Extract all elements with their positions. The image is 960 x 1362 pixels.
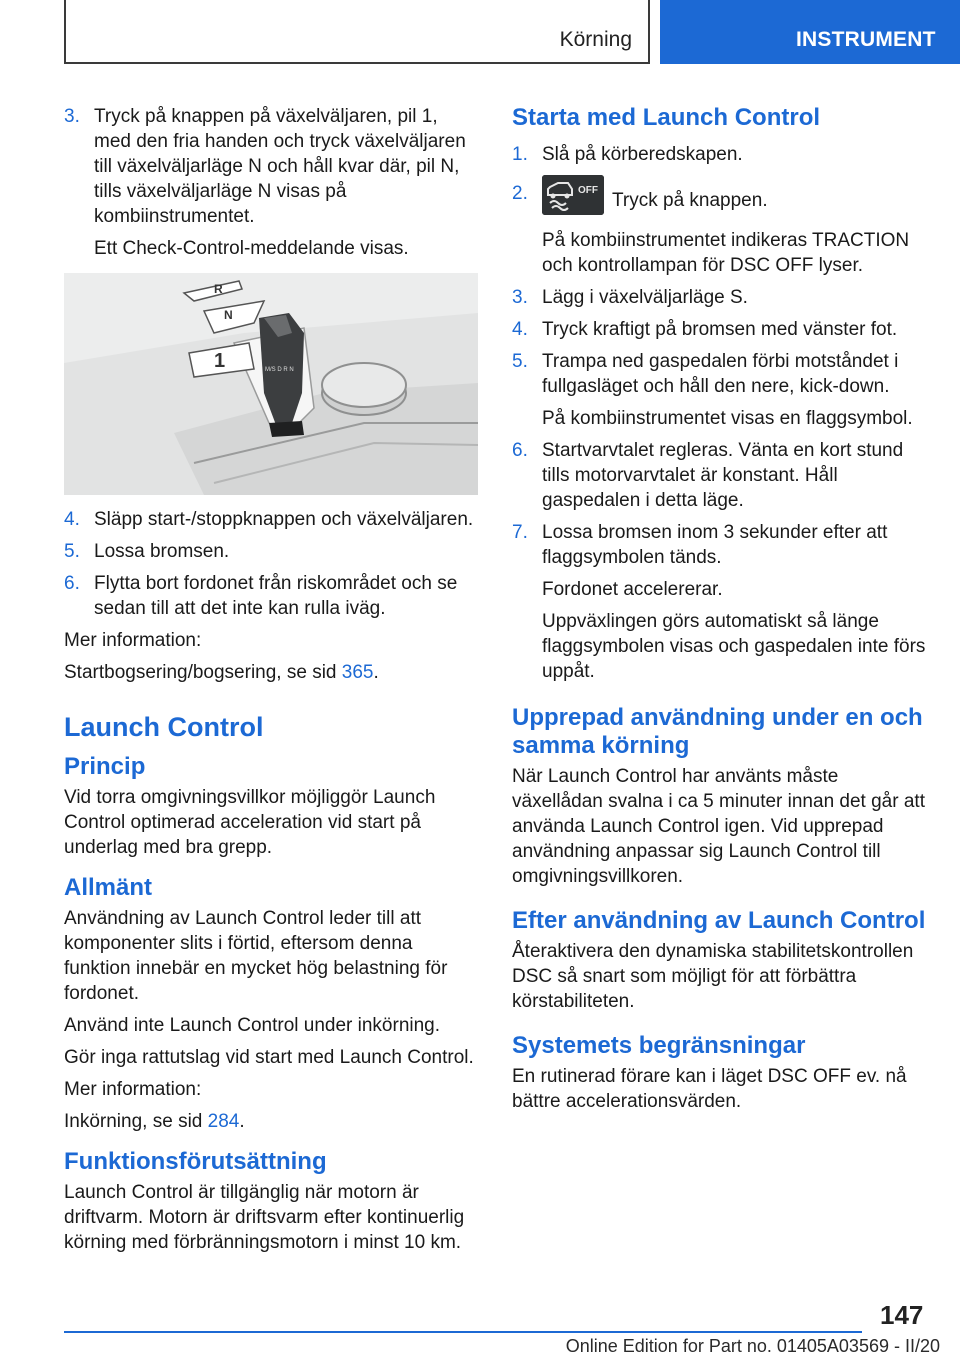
reference-towing xyxy=(64,660,478,685)
page-link-365[interactable]: 365 xyxy=(341,662,374,683)
chapter-tab[interactable]: INSTRUMENT xyxy=(660,0,960,64)
step-item xyxy=(512,181,928,278)
step-text: Tryck kraftigt på bromsen med vänster fot. xyxy=(542,319,898,340)
reference-text: Startbogsering/bogsering, se sid xyxy=(64,662,342,683)
step-text: Lossa bromsen inom 3 sekunder efter att flaggsymbolen tänds. xyxy=(542,522,888,568)
header-section-box xyxy=(64,0,650,64)
step-item xyxy=(512,317,928,342)
page-link-284[interactable]: 284 xyxy=(207,1111,240,1132)
step-note: Ett Check-Control-meddelande visas. xyxy=(94,238,409,259)
step-number: 1. xyxy=(512,144,528,165)
reference-break-in xyxy=(64,1109,478,1134)
step-text: Trampa ned gaspedalen förbi motståndet i fullgasläget och håll den nere, kick-down. xyxy=(542,351,899,397)
step-text: Startvarvtalet regleras. Vänta en kort stund tills motorvarvtalet är konstant. Håll gaspedalen i detta läge. xyxy=(542,440,904,511)
allmant-paragraph: Använd inte Launch Control under inkörning. xyxy=(64,1015,441,1036)
reference-end: . xyxy=(373,662,379,683)
step-number: 5. xyxy=(64,541,80,562)
step-item xyxy=(512,349,928,431)
step-item xyxy=(512,142,928,167)
gear-selector-drawing xyxy=(64,273,478,495)
step-text: Tryck på knappen på växelväljaren, pil 1, med den fria handen och tryck växelväljaren till växelväljarläge N och håll kvar där, pil N, tills växelväljarläge N visas på kombiinstrumentet. xyxy=(94,106,466,227)
step-note: På kombiinstrumentet indikeras TRACTION och kontrollampan för DSC OFF lyser. xyxy=(542,230,910,276)
heading-efter: Efter användning av Launch Control xyxy=(512,907,926,934)
section-heading-launch-control: Launch Control xyxy=(64,712,264,742)
section-title: Körning xyxy=(559,28,632,51)
step-item xyxy=(512,285,928,310)
arrow-label-1: 1 xyxy=(214,350,226,372)
step-item xyxy=(64,104,478,261)
step-item xyxy=(512,520,928,684)
footer-divider xyxy=(64,1331,862,1333)
dsc-off-button-icon xyxy=(542,175,604,215)
dsc-off-icon xyxy=(542,175,604,215)
step-number: 2. xyxy=(512,183,528,204)
step-item xyxy=(64,507,478,532)
heading-princip: Princip xyxy=(64,753,146,780)
step-text: Släpp start-/stoppknappen och växelväljaren. xyxy=(94,509,474,530)
step-item xyxy=(512,438,928,513)
allmant-paragraph: Användning av Launch Control leder till att komponenter slits i förtid, eftersom denna funktion innebär en mycket hög belastning för fordonet. xyxy=(64,908,448,1004)
more-info-label: Mer information: xyxy=(64,630,202,651)
efter-text: Återaktivera den dynamiska stabilitetskontrollen DSC så snart som möjligt för att förbättra körstabiliteten. xyxy=(512,941,914,1012)
step-number: 6. xyxy=(512,440,528,461)
step-item xyxy=(64,539,478,564)
step-text: Tryck på knappen. xyxy=(612,190,768,212)
upprepad-text: När Launch Control har använts måste växellådan svalna i ca 5 minuter innan det går att använda Launch Control igen. Vid upprepad användning anpassar sig Launch Control till omgivningsvillkoren. xyxy=(512,766,925,887)
step-note: På kombiinstrumentet visas en flaggsymbol. xyxy=(542,408,913,429)
funktion-text: Launch Control är tillgänglig när motorn är driftvarm. Motorn är driftsvarm efter kontinuerlig körning med förbränningsmotorn i minst 10 km. xyxy=(64,1182,465,1253)
princip-text: Vid torra omgivningsvillkor möjliggör Launch Control optimerad acceleration vid start på underlag med bra grepp. xyxy=(64,787,436,858)
allmant-paragraph: Gör inga rattutslag vid start med Launch Control. xyxy=(64,1047,474,1068)
step-number: 4. xyxy=(512,319,528,340)
system-text: En rutinerad förare kan i läget DSC OFF ev. nå bättre accelerationsvärden. xyxy=(512,1066,907,1112)
dsc-off-label: OFF xyxy=(578,185,598,196)
step-number: 6. xyxy=(64,573,80,594)
step-text: Lägg i växelväljarläge S. xyxy=(542,287,748,308)
step-text-with-icon xyxy=(542,181,928,221)
heading-allmant: Allmänt xyxy=(64,874,153,901)
step-text: Slå på körberedskapen. xyxy=(542,144,743,165)
heading-systemets: Systemets begränsningar xyxy=(512,1032,806,1059)
left-column xyxy=(64,104,478,1262)
heading-upprepad: Upprepad användning under en och samma körning xyxy=(512,704,923,759)
step-number: 7. xyxy=(512,522,528,543)
step-number: 5. xyxy=(512,351,528,372)
step-number: 4. xyxy=(64,509,80,530)
footer-edition: Online Edition for Part no. 01405A03569 - II/20 xyxy=(565,1336,940,1356)
reference-text: Inkörning, se sid xyxy=(64,1111,208,1132)
gear-positions-label: M/S D R N xyxy=(265,367,294,373)
step-note: Uppväxlingen görs automatiskt så länge flaggsymbolen visas och gaspedalen inte förs uppåt. xyxy=(542,611,926,682)
arrow-label-n: N xyxy=(224,308,233,322)
arrow-label-r: R xyxy=(214,282,223,296)
step-number: 3. xyxy=(64,106,80,127)
heading-funktionsforutsattning: Funktionsförutsättning xyxy=(64,1148,327,1175)
reference-end: . xyxy=(239,1111,245,1132)
more-info-label: Mer information: xyxy=(64,1079,202,1100)
heading-starta: Starta med Launch Control xyxy=(512,104,821,131)
gear-selector-illustration xyxy=(64,273,478,495)
step-text: Flytta bort fordonet från riskområdet och se sedan till att det inte kan rulla iväg. xyxy=(94,573,458,619)
page-number: 147 xyxy=(880,1300,924,1330)
step-number: 3. xyxy=(512,287,528,308)
step-note: Fordonet accelererar. xyxy=(542,579,723,600)
step-item xyxy=(64,571,478,621)
right-column xyxy=(512,104,928,1121)
step-text: Lossa bromsen. xyxy=(94,541,230,562)
